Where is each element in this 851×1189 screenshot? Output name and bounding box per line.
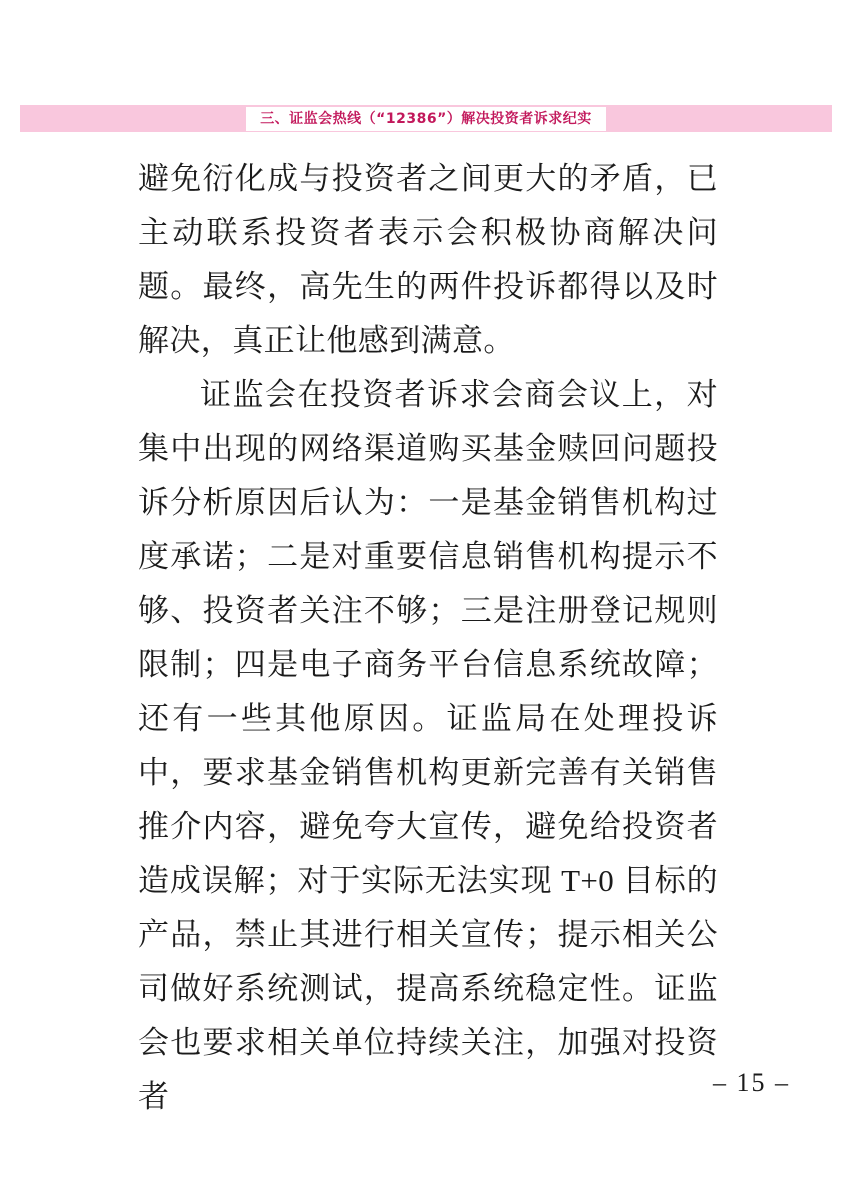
running-header-band	[20, 105, 832, 132]
paragraph-1: 避免衍化成与投资者之间更大的矛盾，已主动联系投资者表示会积极协商解决问题。最终，高先生的两件投诉都得以及时解决，真正让他感到满意。	[138, 161, 718, 358]
page-body	[138, 152, 718, 1124]
running-header-title: 三、证监会热线（“12386”）解决投资者诉求纪实	[246, 107, 606, 131]
paragraph-2: 证监会在投资者诉求会商会议上，对集中出现的网络渠道购买基金赎回问题投诉分析原因后认为：一是基金销售机构过度承诺；二是对重要信息销售机构提示不够、投资者关注不够；三是注册登记规则限制；四是电子商务平台信息系统故障；还有一些其他原因。证监局在处理投诉中，要求基金销售机构更新完善有关销售推介内容，避免夸大宣传，避免给投资者造成误解；对于实际无法实现 T+0 目标的产品，禁止其进行相关宣传；提示相关公司做好系统测试，提高系统稳定性。证监会也要求相关单位持续关注，加强对投资者	[138, 377, 718, 1114]
page-number: – 15 –	[713, 1068, 790, 1097]
